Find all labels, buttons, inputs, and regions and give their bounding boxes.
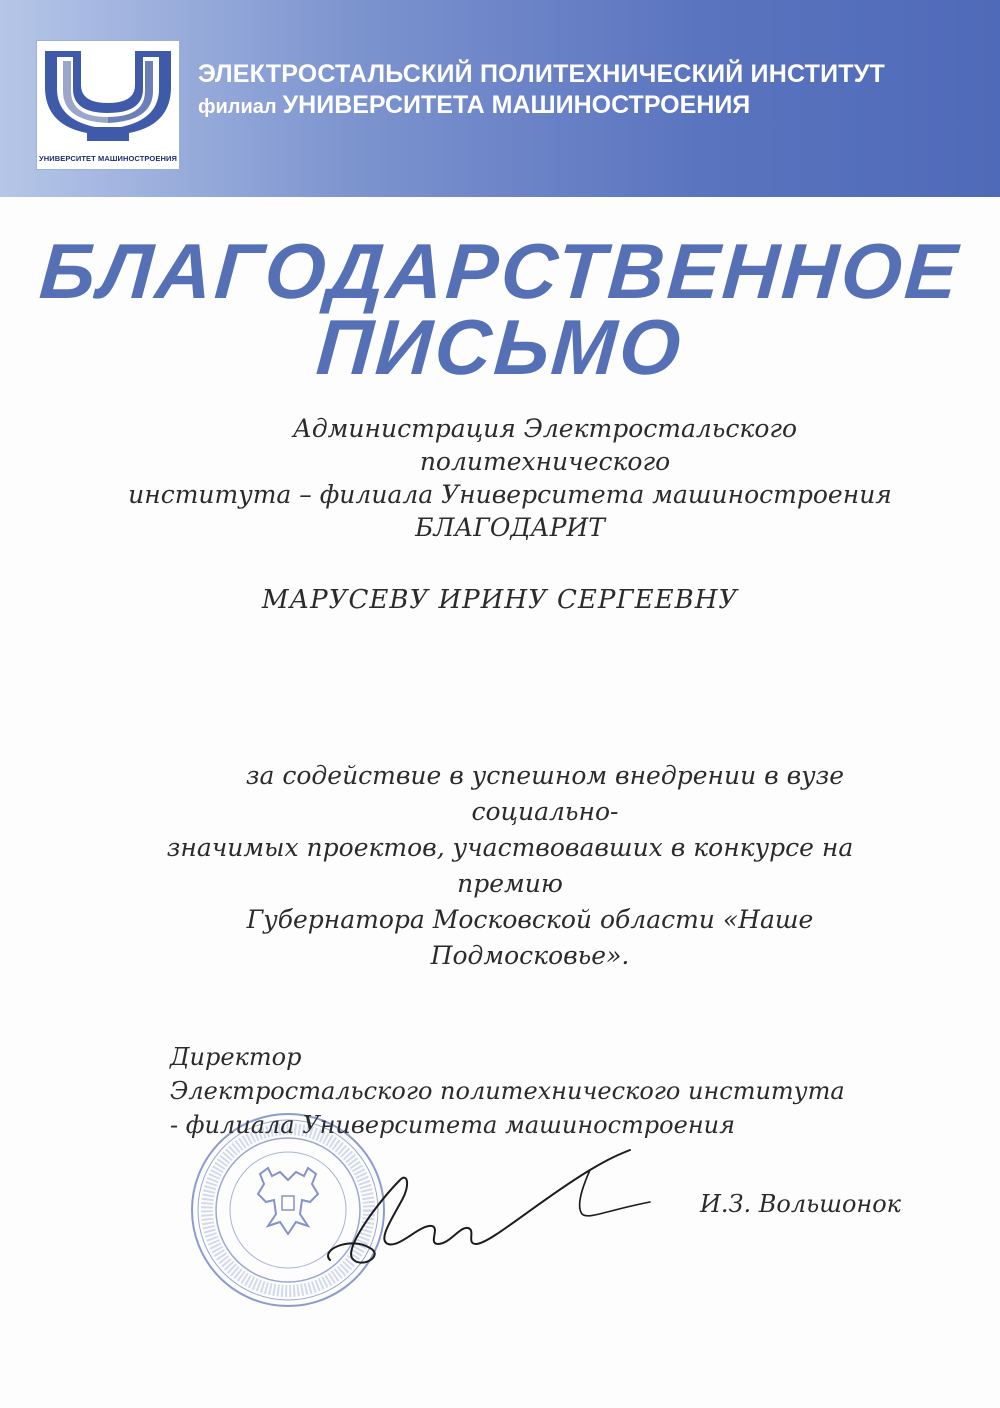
- university-name: УНИВЕРСИТЕТА МАШИНОСТРОЕНИЯ: [282, 91, 751, 119]
- recipient-name: МАРУСЕВУ ИРИНУ СЕРГЕЕВНУ: [261, 585, 739, 615]
- branch-prefix: филиал: [198, 96, 277, 118]
- director-name: И.З. Вольшонок: [700, 1190, 901, 1218]
- header-band: [0, 0, 1000, 197]
- title-line1: БЛАГОДАРСТВЕННОЕ: [36, 227, 964, 315]
- director-title: Директор: [170, 1043, 302, 1071]
- institute-name-line2: [198, 91, 988, 120]
- title-line2: ПИСЬМО: [313, 303, 687, 391]
- director-branch-line: - филиала Университета машиностроения: [170, 1111, 735, 1139]
- university-logo: [36, 40, 180, 170]
- intro-line3: БЛАГОДАРИТ: [415, 513, 605, 542]
- reason-paragraph: [120, 758, 900, 974]
- reason-line3: Губернатора Московской области «Наше Подмосковье».: [246, 905, 814, 970]
- handwritten-signature: [290, 1140, 670, 1280]
- logo-caption: УНИВЕРСИТЕТ МАШИНОСТРОЕНИЯ: [39, 154, 177, 163]
- intro-paragraph: [120, 412, 900, 544]
- director-institute-line: Электростальского политехнического института: [170, 1077, 845, 1105]
- reason-line1: за содействие в успешном внедрении в вузе социально-: [245, 761, 845, 826]
- director-block: [170, 1040, 870, 1142]
- institute-name: [198, 60, 988, 120]
- intro-line2: института – филиала Университета машиностроения: [128, 480, 892, 509]
- reason-line2: значимых проектов, участвовавших в конкурсе на премию: [166, 833, 854, 898]
- university-y-logo-icon: [37, 41, 179, 151]
- intro-line1: Администрация Электростальского политехнического: [292, 414, 798, 476]
- institute-name-line1: ЭЛЕКТРОСТАЛЬСКИЙ ПОЛИТЕХНИЧЕСКИЙ ИНСТИТУТ: [198, 60, 885, 88]
